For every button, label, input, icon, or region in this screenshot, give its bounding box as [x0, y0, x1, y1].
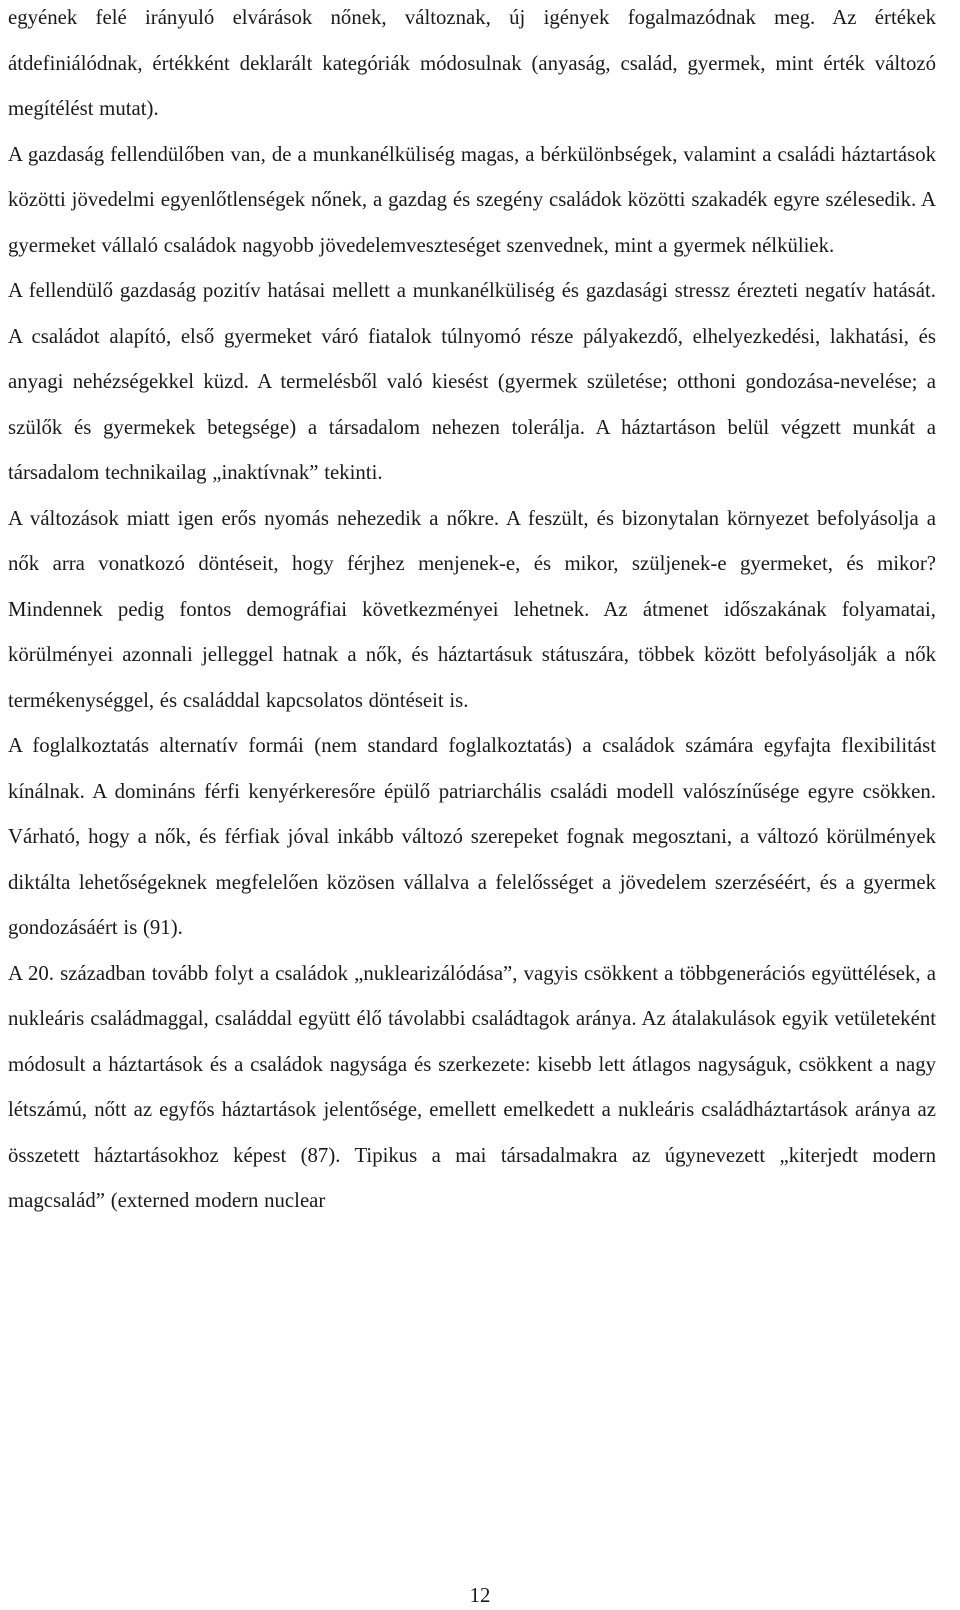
paragraph-unemployment-stress: A fellendülő gazdaság pozitív hatásai mellett a munkanélküliség és gazdasági stressz érezteti negatív hatását. A családot alapító, első gyermeket váró fiatalok túlnyomó része pályakezdő, elhelyezkedési, lakhatási, és anyagi nehézségekkel küzd. A termelésből való kiesést (gyermek születése; otthoni gondozása-nevelése; a szülők és gyermekek betegsége) a társadalom nehezen tolerálja. A háztartáson belül végzett munkát a társadalom technikailag „inaktívnak” tekinti. [8, 279, 936, 484]
paragraph-economy-inequality: A gazdaság fellendülőben van, de a munkanélküliség magas, a bérkülönbségek, valamint a családi háztartások közötti jövedelmi egyenlőtlenségek nőnek, a gazdag és szegény családok közötti szakadék egyre szélesedik. A gyermeket vállaló családok nagyobb jövedelemveszteséget szenvednek, mint a gyermek nélküliek. [8, 142, 936, 257]
document-page [8, 0, 936, 1224]
paragraph-nuclearization: A 20. században tovább folyt a családok „nuklearizálódása”, vagyis csökkent a többgenerációs együttélések, a nukleáris családmaggal, családdal együtt élő távolabbi családtagok aránya. Az átalakulások egyik vetületeként módosult a háztartások és a családok nagysága és szerkezete: kisebb lett átlagos nagyságuk, csökkent a nagy létszámú, nőtt az egyfős háztartások jelentősége, emellett emelkedett a nukleáris családháztartások aránya az összetett háztartásokhoz képest (87). Tipikus a mai társadalmakra az úgynevezett „kiterjedt modern magcsalád” (externed modern nuclear [8, 961, 936, 1212]
paragraph-values-shift: egyének felé irányuló elvárások nőnek, változnak, új igények fogalmazódnak meg. Az értékek átdefiniálódnak, értékként deklarált kategóriák módosulnak (anyaság, család, gyermek, mint érték változó megítélést mutat). [8, 6, 936, 120]
paragraph-pressure-on-women: A változások miatt igen erős nyomás nehezedik a nőkre. A feszült, és bizonytalan környezet befolyásolja a nők arra vonatkozó döntéseit, hogy férjhez menjenek-e, és mikor, szüljenek-e gyermeket, és mikor? Mindennek pedig fontos demográfiai következményei lehetnek. Az átmenet időszakának folyamatai, körülményei azonnali jelleggel hatnak a nők, és háztartásuk státuszára, többek között befolyásolják a nők termékenységgel, és családdal kapcsolatos döntéseit is. [8, 506, 936, 712]
paragraph-alternative-employment: A foglalkoztatás alternatív formái (nem standard foglalkoztatás) a családok számára egyfajta flexibilitást kínálnak. A domináns férfi kenyérkeresőre épülő patriarchális családi modell valószínűsége egyre csökken. Várható, hogy a nők, és férfiak jóval inkább változó szerepeket fognak megosztani, a változó körülmények diktálta lehetőségeknek megfelelően közösen vállalva a felelősséget a jövedelem szerzéséért, és a gyermek gondozásáért is (91). [8, 734, 936, 939]
page-number: 12 [469, 1584, 491, 1607]
